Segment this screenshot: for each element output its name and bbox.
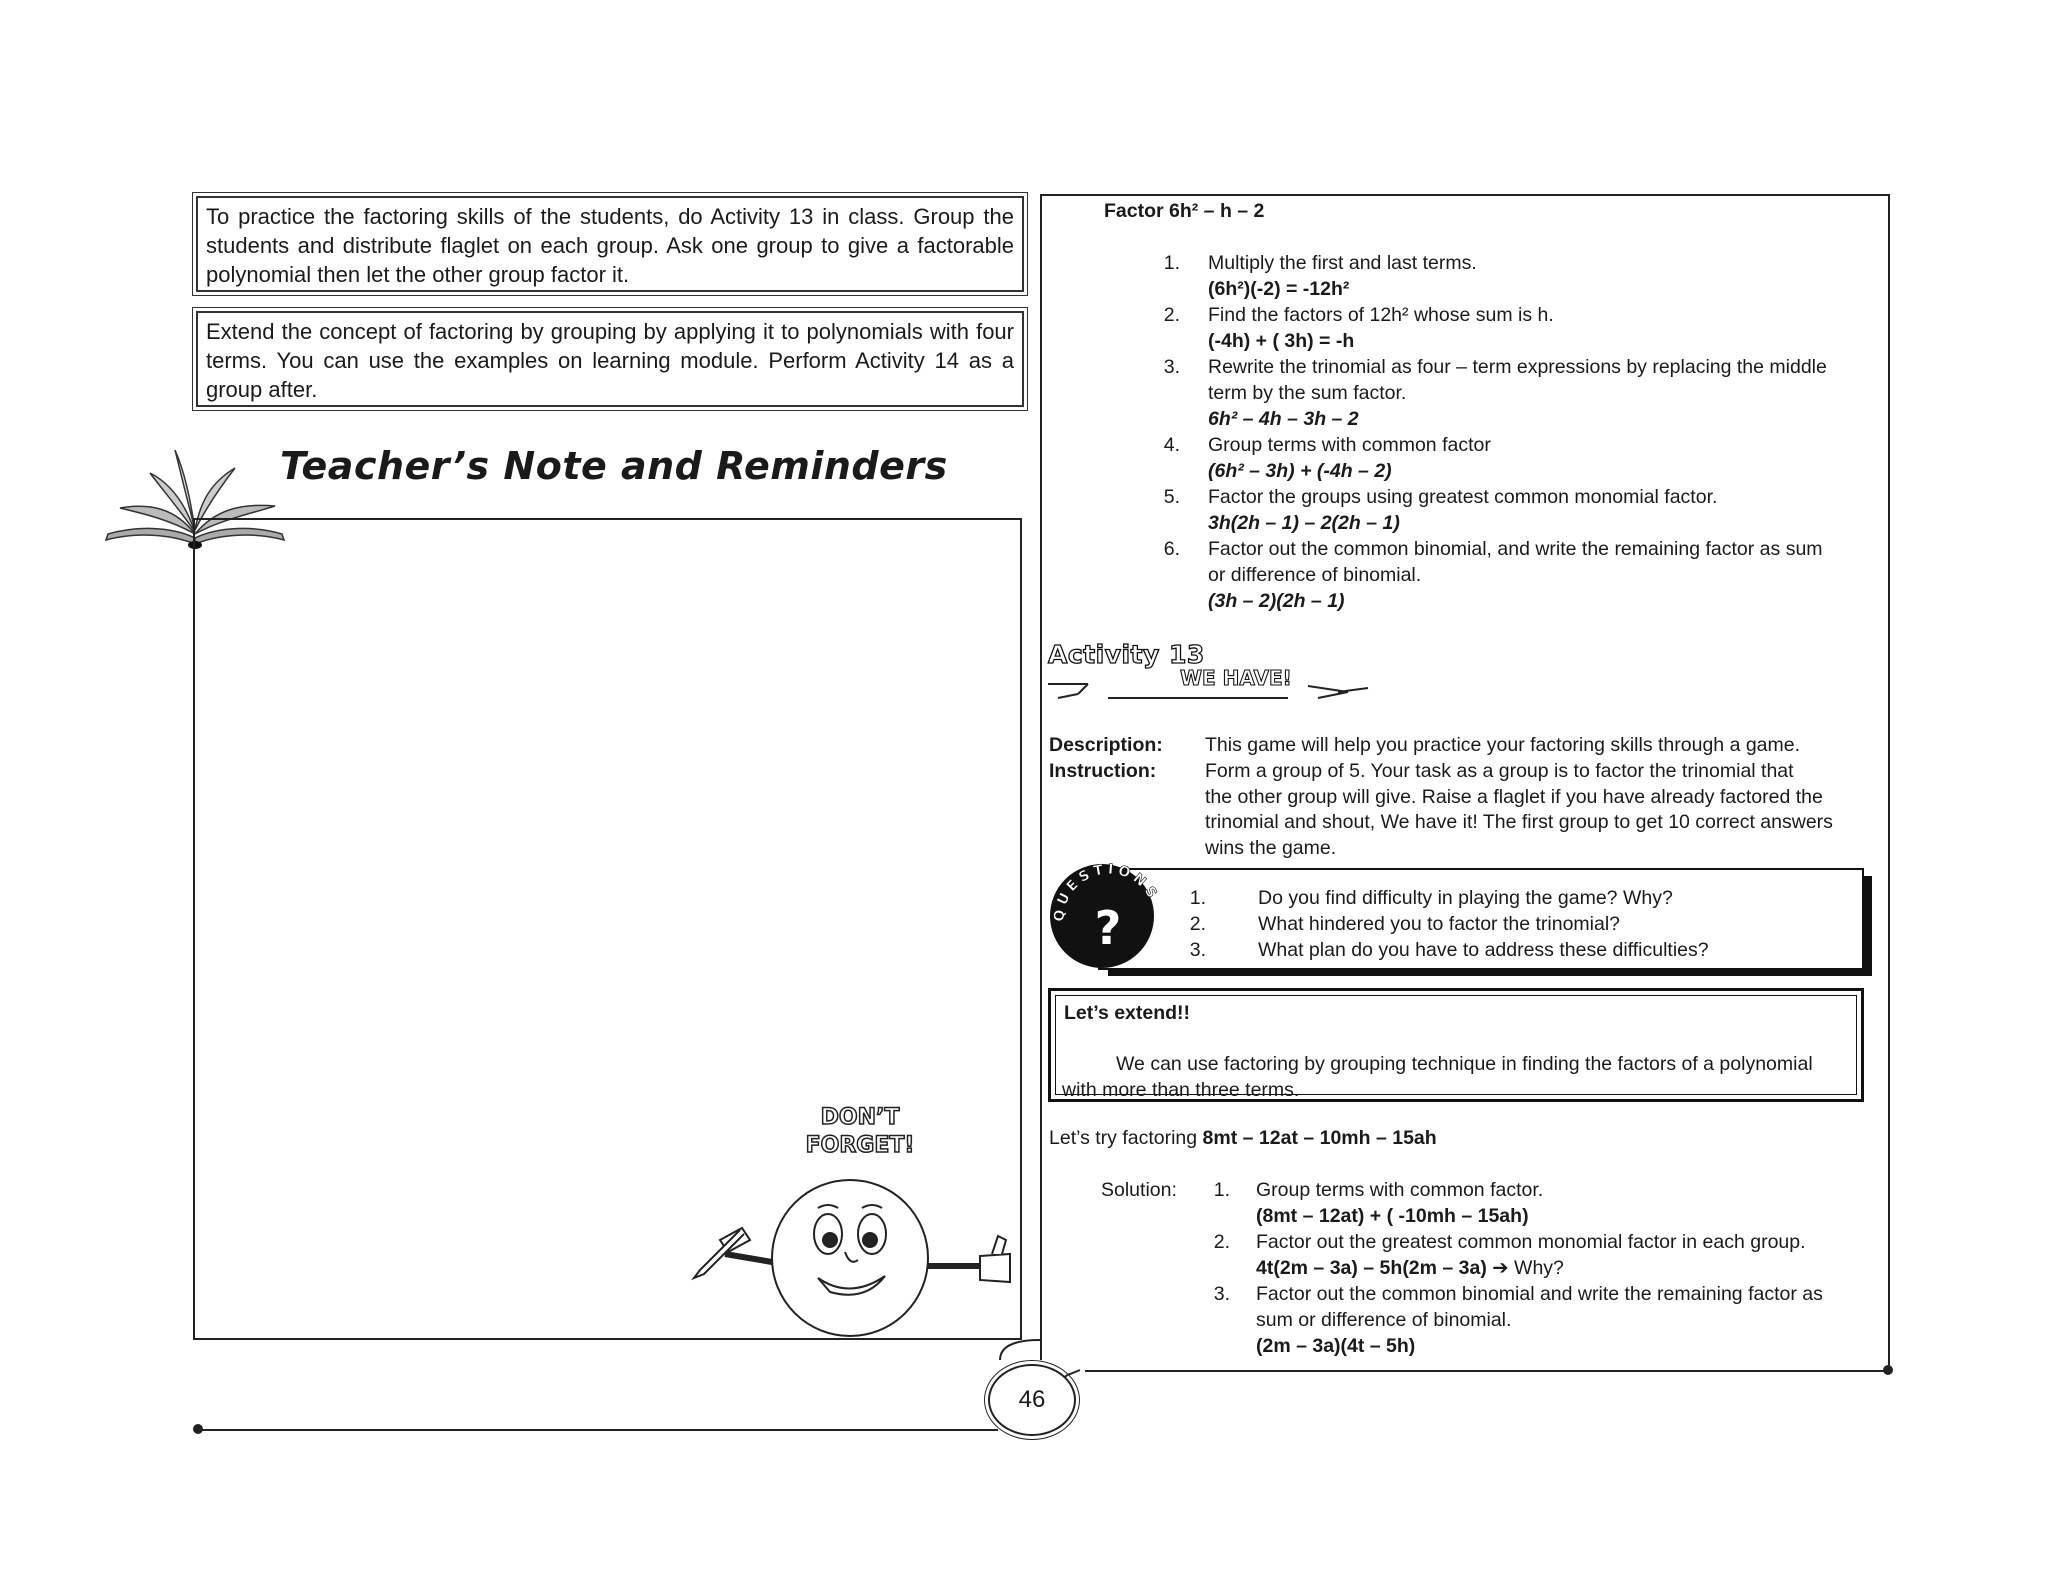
step-text: Find the factors of 12h² whose sum is h. (1208, 304, 1554, 326)
corner-dot-left (193, 1424, 203, 1434)
solution-step-text: Factor out the common binomial and write the remaining factor as (1256, 1283, 1823, 1305)
step-text: Factor out the common binomial, and write the remaining factor as sum (1208, 538, 1823, 560)
questions-badge-icon (1046, 856, 1166, 976)
instruction-box-activity13 (196, 196, 1024, 292)
questions-mark: ? (1094, 901, 1122, 955)
dont-forget-line1: DON’T (820, 1105, 900, 1130)
instruction-label: Instruction: (1049, 760, 1157, 782)
step-text: Multiply the first and last terms. (1208, 252, 1477, 274)
corner-dot-right (1883, 1365, 1893, 1375)
page-number: 46 (1018, 1386, 1046, 1413)
extend-line2: with more than three terms. (1062, 1079, 1300, 1101)
banner-swoosh-icon (1048, 680, 1388, 704)
question-number: 3. (1189, 939, 1206, 961)
step-math: 6h² – 4h – 3h – 2 (1208, 408, 1359, 430)
extend-box (1048, 988, 1864, 1102)
questions-badge-label: QUESTIONS (1051, 861, 1162, 923)
solution-step-number: 2. (1213, 1231, 1230, 1253)
right-page-border-top (1040, 194, 1890, 196)
question-text: What plan do you have to address these difficulties? (1258, 939, 1709, 961)
step-text: Rewrite the trinomial as four – term expressions by replacing the middle (1208, 356, 1827, 378)
activity-banner (1048, 640, 1388, 700)
dont-forget-line2: FORGET! (805, 1133, 915, 1158)
activity-label: Activity 13 (1048, 640, 1205, 669)
solution-label: Solution: (1101, 1179, 1177, 1201)
solution-steps (1200, 1178, 1880, 1360)
solution-step-text: Factor out the greatest common monomial factor in each group. (1256, 1231, 1806, 1253)
step-number: 2. (1163, 304, 1180, 326)
step-math: 3h(2h – 1) – 2(2h – 1) (1208, 512, 1400, 534)
solution-step-math: 4t(2m – 3a) – 5h(2m – 3a) (1256, 1257, 1487, 1279)
step-number: 3. (1163, 356, 1180, 378)
question-number: 1. (1189, 887, 1206, 909)
try-expression: 8mt – 12at – 10mh – 15ah (1202, 1127, 1437, 1149)
smiley-mascot-icon (680, 1170, 1030, 1340)
step-number: 4. (1163, 434, 1180, 456)
right-page-border-bottom (1085, 1370, 1890, 1372)
step-number: 5. (1163, 486, 1180, 508)
teachers-note-title: Teacher’s Note and Reminders (280, 444, 948, 488)
question-number: 2. (1189, 913, 1206, 935)
try-prefix: Let’s try factoring (1049, 1127, 1203, 1149)
page-number-badge (988, 1364, 1076, 1436)
dont-forget-label (800, 1104, 920, 1160)
question-text: Do you find difficulty in playing the game? Why? (1258, 887, 1673, 909)
try-factoring-line (1049, 1126, 1437, 1152)
step-text: Group terms with common factor (1208, 434, 1491, 456)
instruction-line: the other group will give. Raise a flaglet if you have already factored the (1205, 785, 1823, 808)
extend-line1: We can use factoring by grouping technique in finding the factors of a polynomial (1116, 1053, 1813, 1075)
solution-step-math: (8mt – 12at) + ( -10mh – 15ah) (1256, 1205, 1529, 1227)
right-page-border-right (1888, 194, 1890, 1370)
instruction-box-activity14 (196, 311, 1024, 407)
solution-step-number: 1. (1213, 1179, 1230, 1201)
step-number: 1. (1163, 252, 1180, 274)
arrow-right-icon: ➔ (1492, 1257, 1509, 1279)
why-text: Why? (1514, 1257, 1564, 1279)
step-math: (-4h) + ( 3h) = -h (1208, 330, 1355, 352)
box-text: Extend the concept of factoring by grouping by applying it to polynomials with four terms. You can use the examples on learning module. Perform Activity 14 as a group after. (206, 319, 1014, 402)
step-text: Factor the groups using greatest common monomial factor. (1208, 486, 1718, 508)
step-number: 6. (1163, 538, 1180, 560)
instruction-text (1205, 759, 1873, 861)
instruction-line: trinomial and shout, We have it! The first group to get 10 correct answers (1205, 811, 1833, 833)
step-math: (6h²)(-2) = -12h² (1208, 278, 1350, 300)
question-text: What hindered you to factor the trinomial? (1258, 913, 1621, 935)
solution-step-math: (2m – 3a)(4t – 5h) (1256, 1335, 1416, 1357)
activity-sub: WE HAVE! (1180, 666, 1292, 690)
solution-step-number: 3. (1213, 1283, 1230, 1305)
box-text: To practice the factoring skills of the students, do Activity 13 in class. Group the students and distribute flaglet on each group. Ask one group to give a factorable polynomial then let the other group factor it. (206, 204, 1014, 287)
step-math: (6h² – 3h) + (-4h – 2) (1208, 460, 1392, 482)
right-page-border-left (1040, 194, 1042, 1360)
bottom-rule (198, 1429, 998, 1431)
instruction-line: wins the game. (1205, 836, 1337, 859)
step-text: term by the sum factor. (1208, 382, 1407, 404)
description-label: Description: (1049, 734, 1163, 756)
step-text: or difference of binomial. (1208, 564, 1422, 586)
description-text: This game will help you practice your factoring skills through a game. (1205, 734, 1801, 756)
questions-list (1176, 886, 1826, 964)
step-math: (3h – 2)(2h – 1) (1208, 590, 1345, 612)
factor-heading: Factor 6h² – h – 2 (1104, 200, 1265, 222)
extend-title: Let’s extend!! (1064, 1002, 1191, 1024)
instruction-line: Form a group of 5. Your task as a group is to factor the trinomial that (1205, 760, 1794, 782)
factor-steps (1150, 251, 1880, 615)
solution-step-text: Group terms with common factor. (1256, 1179, 1544, 1201)
solution-step-text: sum or difference of binomial. (1256, 1309, 1512, 1331)
